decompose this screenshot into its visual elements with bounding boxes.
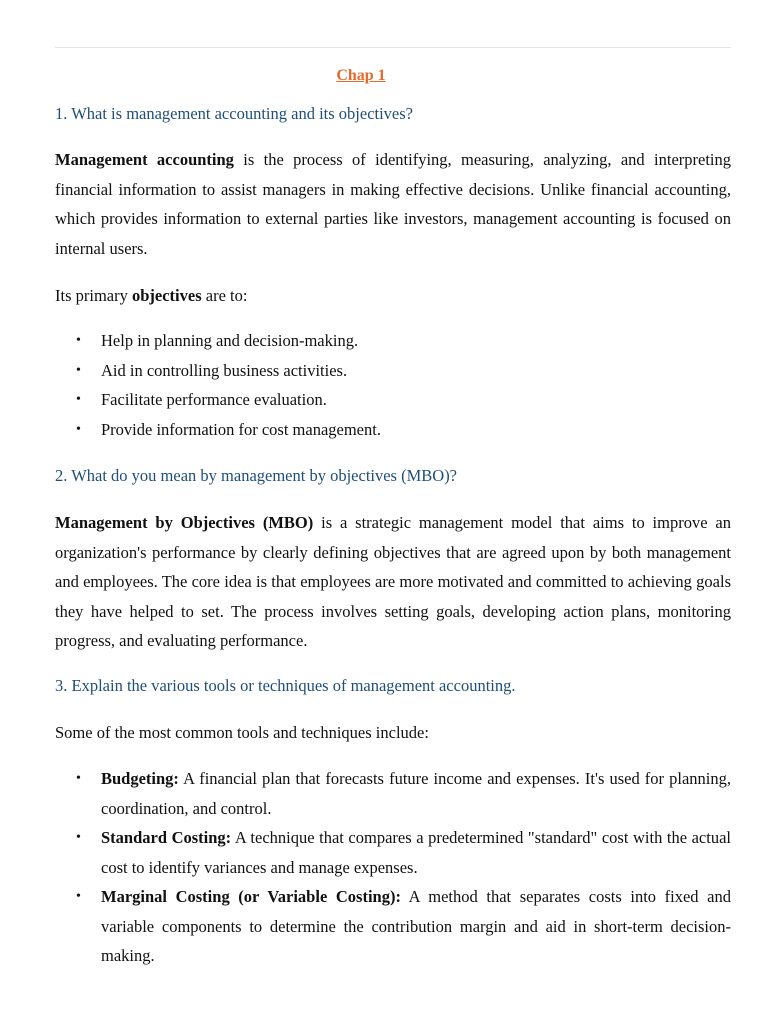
tools-intro: Some of the most common tools and techniques include:: [55, 723, 429, 742]
list-item: [55, 415, 731, 445]
tool-term: Standard Costing:: [101, 828, 232, 847]
tool-text: A technique that compares a predetermined "standard" cost with the actual cost to identify variances and manage expenses.: [101, 828, 731, 877]
term-management-accounting: Management accounting: [55, 150, 234, 169]
tool-term: Marginal Costing (or Variable Costing):: [101, 887, 401, 906]
list-item: [55, 764, 731, 823]
objective-text: Aid in controlling business activities.: [101, 360, 348, 380]
paragraph-management-accounting: [55, 145, 731, 263]
list-item: [55, 823, 731, 882]
term-mbo: Management by Objectives (MBO): [55, 513, 314, 532]
bullet-icon: •: [76, 392, 81, 407]
objectives-intro: [55, 286, 247, 306]
list-item: [55, 356, 731, 386]
objective-text: Help in planning and decision-making.: [101, 331, 359, 350]
definition-text: is the process of identifying, measuring, analyzing, and interpreting financial information to assist managers in making effective decisions. Unlike financial accounting, which provides information to external parties like investors, management accounting is focused on internal users.: [55, 150, 731, 258]
tools-list: [55, 764, 731, 971]
bullet-icon: •: [76, 421, 81, 437]
paragraph-mbo: [55, 508, 731, 656]
tool-text: A financial plan that forecasts future income and expenses. It's used for planning, coordination, and control.: [101, 769, 731, 818]
top-divider: [55, 47, 731, 48]
list-item: [55, 882, 731, 971]
mbo-text: is a strategic management model that aims to improve an organization's performance by clearly defining objectives that are agreed upon by both management and employees. The core idea is that employees are more motivated and committed to achieving goals they have helped to set. The process involves setting goals, developing action plans, monitoring progress, and evaluating performance.: [55, 513, 731, 650]
bullet-icon: •: [76, 362, 81, 378]
bullet-icon: •: [76, 830, 81, 845]
question-1: 1. What is management accounting and its objectives?: [55, 104, 414, 123]
tool-text: A method that separates costs into fixed and variable components to determine the contribution margin and aid in short-term decision-making.: [101, 887, 731, 965]
objectives-list: [55, 326, 731, 444]
question-2: 2. What do you mean by management by objectives (MBO)?: [55, 466, 458, 485]
objectives-suffix: are to:: [201, 286, 248, 305]
tool-term: Budgeting:: [101, 769, 179, 788]
question-3: 3. Explain the various tools or techniques of management accounting.: [55, 676, 516, 695]
bullet-icon: •: [76, 333, 81, 348]
objectives-term: objectives: [131, 286, 202, 305]
list-item: [55, 385, 731, 415]
chapter-heading: Chap 1: [336, 67, 386, 84]
bullet-icon: •: [76, 889, 81, 904]
list-item: [55, 326, 731, 356]
objective-text: Provide information for cost management.: [101, 419, 381, 439]
objective-text: Facilitate performance evaluation.: [101, 390, 327, 409]
objectives-prefix: Its primary: [55, 286, 132, 305]
bullet-icon: •: [76, 771, 81, 786]
